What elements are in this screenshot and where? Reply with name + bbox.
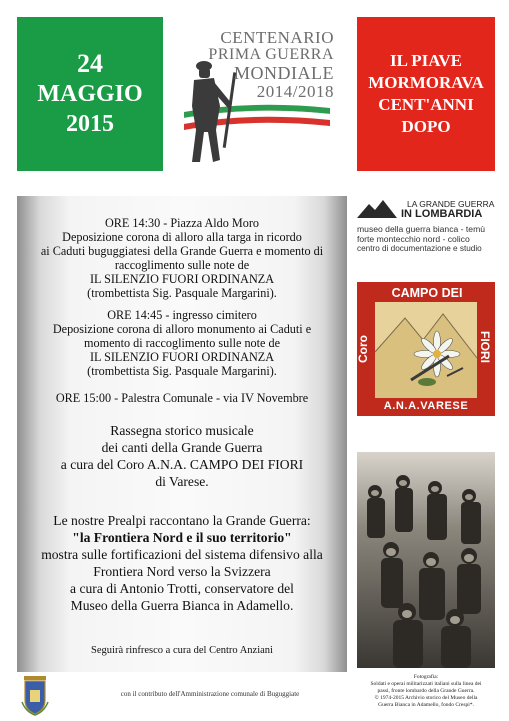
- centenary-line-2: PRIMA GUERRA: [208, 46, 334, 63]
- event1-line: ai Caduti buguggiatesi della Grande Guerra e momento di: [40, 244, 324, 258]
- event3-time: ORE 15:00 - Palestra Comunale - via IV Novembre: [55, 391, 309, 405]
- date-month: MAGGIO: [37, 81, 143, 107]
- museum-logo: [357, 196, 497, 254]
- mountain-icon: [357, 198, 397, 220]
- rassegna-line: a cura del Coro A.N.A. CAMPO DEI FIORI: [60, 457, 304, 472]
- date-banner: [17, 17, 163, 171]
- photo-caption-line: Soldati e operai militarizzati italiani sulla linea dei: [370, 681, 482, 687]
- coro-top-text: CAMPO DEI: [391, 286, 463, 300]
- mostra-line: mostra sulle fortificazioni del sistema difensivo alla: [41, 547, 323, 562]
- date-year: 2015: [66, 111, 114, 137]
- rassegna-line: Rassegna storico musicale: [110, 423, 254, 438]
- centenary-line-3: MONDIALE: [234, 63, 334, 83]
- centenary-line-1: CENTENARIO: [220, 28, 334, 47]
- title-line-2: MORMORAVA: [368, 73, 484, 92]
- mostra-intro: Le nostre Prealpi raccontano la Grande Guerra:: [53, 513, 311, 528]
- museum-sub-3: centro di documentazione e studio: [357, 244, 482, 253]
- program-panel: [17, 196, 347, 672]
- edelweiss-icon: [357, 282, 495, 416]
- rassegna-line: di Varese.: [155, 474, 209, 489]
- event1-line: Deposizione corona di alloro alla targa in ricordo: [62, 230, 302, 244]
- title-line-3: CENT'ANNI: [378, 95, 474, 114]
- event1-time: ORE 14:30 - Piazza Aldo Moro: [104, 216, 259, 230]
- rinfresco-note: Seguirà rinfresco a cura del Centro Anziani: [91, 645, 273, 656]
- mostra-line: Frontiera Nord verso la Svizzera: [93, 564, 271, 579]
- crest-icon: [20, 672, 50, 716]
- museum-sub-2: forte montecchio nord - colico: [357, 234, 470, 244]
- coro-left-text: Coro: [356, 335, 370, 363]
- rassegna-line: dei canti della Grande Guerra: [101, 440, 263, 455]
- photo-caption-line: Guerra Bianca in Adamello, fondo Crespi*.: [378, 702, 474, 708]
- historical-photo: [357, 452, 495, 668]
- mostra-line: a cura di Antonio Trotti, conservatore del: [70, 581, 294, 596]
- mostra-line: Museo della Guerra Bianca in Adamello.: [70, 598, 294, 613]
- event2-time: ORE 14:45 - ingresso cimitero: [107, 308, 257, 322]
- coro-right-text: FIORI: [478, 331, 492, 363]
- event1-line: IL SILENZIO FUORI ORDINANZA: [89, 272, 275, 286]
- museum-title-1: LA GRANDE GUERRA: [407, 199, 495, 209]
- municipal-crest: [20, 672, 50, 716]
- photo-caption-line: Fotografia:: [413, 674, 439, 680]
- photo-caption-line: © 1974-2015 Archivio storico del Museo della: [374, 695, 478, 701]
- event2-line: IL SILENZIO FUORI ORDINANZA: [89, 350, 275, 364]
- coro-bottom-text: A.N.A.VARESE: [383, 400, 469, 412]
- event1-line: raccoglimento sulle note de: [114, 258, 250, 272]
- title-line-4: DOPO: [401, 117, 451, 136]
- museum-title-2: IN LOMBARDIA: [401, 208, 483, 220]
- coro-logo: [357, 282, 495, 416]
- centenary-line-4: 2014/2018: [256, 82, 334, 101]
- mostra-title: "la Frontiera Nord e il suo territorio": [72, 530, 292, 545]
- museum-sub-1: museo della guerra bianca - temù: [357, 224, 486, 234]
- centenary-logo: [180, 20, 340, 170]
- event2-line: momento di raccoglimento sulle note de: [84, 336, 280, 350]
- date-day: 24: [77, 49, 103, 78]
- title-line-1: IL PIAVE: [390, 51, 462, 70]
- title-banner: [357, 17, 495, 171]
- event2-line: (trombettista Sig. Pasquale Margarini).: [87, 364, 277, 378]
- soldiers-photo-image: [357, 452, 495, 668]
- event1-line: (trombettista Sig. Pasquale Margarini).: [87, 286, 277, 300]
- event2-line: Deposizione corona di alloro monumento ai Caduti e: [52, 322, 312, 336]
- footer-credit: con il contributo dell'Amministrazione comunale di Buguggiate: [120, 690, 300, 698]
- photo-caption-line: passi, fronte lombardo della Grande Guerra.: [377, 688, 475, 694]
